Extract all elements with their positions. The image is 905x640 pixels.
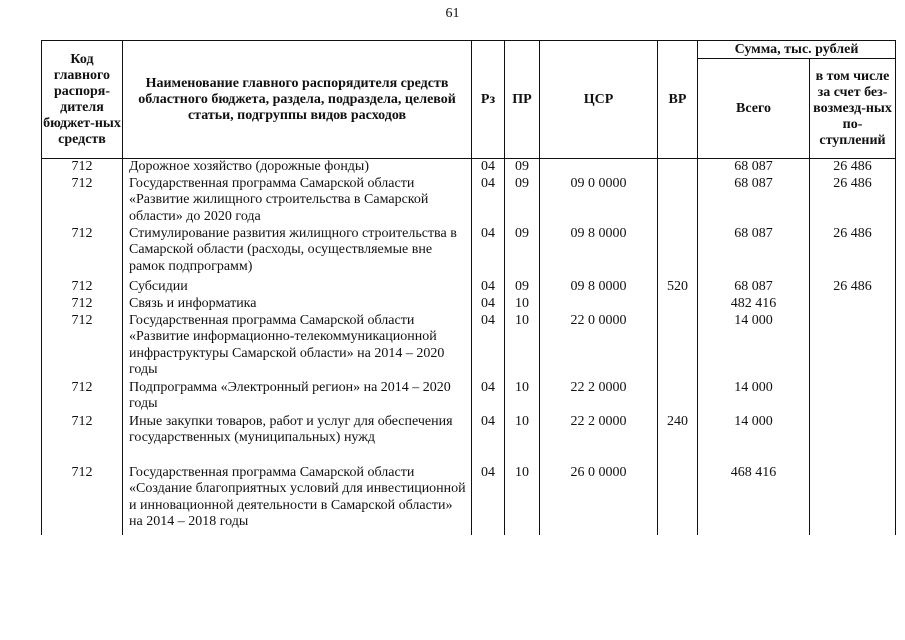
header-name: Наименование главного распорядителя средств областного бюджета, раздела, подраздела, целевой статьи, подгруппы видов расходов (123, 41, 472, 159)
row-code: 712 (42, 414, 123, 465)
row-pr: 10 (505, 414, 540, 465)
row-incl (810, 380, 896, 414)
header-vr: ВР (658, 41, 698, 159)
row-name: Подпрограмма «Электронный регион» на 2014 – 2020 годы (123, 380, 472, 414)
row-pr: 10 (505, 380, 540, 414)
row-pr: 09 (505, 279, 540, 296)
row-vr (658, 226, 698, 279)
header-total: Всего (698, 59, 810, 159)
table-row (42, 176, 896, 226)
row-total: 68 087 (698, 226, 810, 279)
row-incl: 26 486 (810, 226, 896, 279)
row-rz: 04 (472, 279, 505, 296)
row-code: 712 (42, 159, 123, 176)
row-name: Иные закупки товаров, работ и услуг для обеспечения государственных (муниципальных) нужд (123, 414, 472, 465)
row-csr (540, 296, 658, 313)
row-total: 482 416 (698, 296, 810, 313)
table-row (42, 296, 896, 313)
row-name: Государственная программа Самарской области «Развитие информационно-телекоммуникационной инфраструктуры Самарской области» на 2014 – 2020 годы (123, 313, 472, 380)
row-name: Государственная программа Самарской области «Создание благоприятных условий для инвестиционной и инновационной деятельности в Самарской области» на 2014 – 2018 годы (123, 465, 472, 535)
row-rz: 04 (472, 159, 505, 176)
row-csr: 09 8 0000 (540, 226, 658, 279)
table-body (42, 159, 896, 535)
row-code: 712 (42, 313, 123, 380)
row-rz: 04 (472, 313, 505, 380)
row-rz: 04 (472, 226, 505, 279)
row-csr: 09 0 0000 (540, 176, 658, 226)
row-total: 468 416 (698, 465, 810, 535)
row-csr: 22 0 0000 (540, 313, 658, 380)
row-incl: 26 486 (810, 176, 896, 226)
row-incl (810, 313, 896, 380)
row-vr: 240 (658, 414, 698, 465)
header-csr: ЦСР (540, 41, 658, 159)
row-rz: 04 (472, 296, 505, 313)
table-header (42, 41, 896, 159)
row-vr (658, 176, 698, 226)
table-row (42, 465, 896, 535)
header-sum-group: Сумма, тыс. рублей (698, 41, 896, 59)
row-csr: 09 8 0000 (540, 279, 658, 296)
table-row (42, 414, 896, 465)
table-row (42, 226, 896, 279)
row-csr: 22 2 0000 (540, 414, 658, 465)
row-incl (810, 465, 896, 535)
row-incl (810, 414, 896, 465)
row-pr: 09 (505, 226, 540, 279)
row-csr (540, 159, 658, 176)
row-code: 712 (42, 226, 123, 279)
header-rz: Рз (472, 41, 505, 159)
row-code: 712 (42, 176, 123, 226)
table-row (42, 279, 896, 296)
row-incl (810, 296, 896, 313)
row-total: 14 000 (698, 414, 810, 465)
row-pr: 10 (505, 313, 540, 380)
row-csr: 22 2 0000 (540, 380, 658, 414)
row-rz: 04 (472, 465, 505, 535)
row-total: 14 000 (698, 313, 810, 380)
row-name: Субсидии (123, 279, 472, 296)
header-incl: в том числе за счет без-возмезд-ных по-ступлений (810, 59, 896, 159)
table-row (42, 313, 896, 380)
row-csr: 26 0 0000 (540, 465, 658, 535)
row-code: 712 (42, 296, 123, 313)
header-pr: ПР (505, 41, 540, 159)
row-name: Стимулирование развития жилищного строительства в Самарской области (расходы, осуществляемые вне рамок подпрограмм) (123, 226, 472, 279)
row-code: 712 (42, 279, 123, 296)
row-vr: 520 (658, 279, 698, 296)
row-vr (658, 313, 698, 380)
row-pr: 09 (505, 159, 540, 176)
row-vr (658, 380, 698, 414)
row-rz: 04 (472, 414, 505, 465)
row-rz: 04 (472, 176, 505, 226)
row-name: Государственная программа Самарской области «Развитие жилищного строительства в Самарской области» до 2020 года (123, 176, 472, 226)
row-pr: 09 (505, 176, 540, 226)
budget-table (41, 40, 896, 535)
page-number: 61 (445, 6, 460, 21)
row-incl: 26 486 (810, 159, 896, 176)
row-code: 712 (42, 465, 123, 535)
table-row (42, 380, 896, 414)
row-vr (658, 159, 698, 176)
row-name: Дорожное хозяйство (дорожные фонды) (123, 159, 472, 176)
row-rz: 04 (472, 380, 505, 414)
row-vr (658, 296, 698, 313)
row-total: 68 087 (698, 159, 810, 176)
row-name: Связь и информатика (123, 296, 472, 313)
row-vr (658, 465, 698, 535)
row-total: 14 000 (698, 380, 810, 414)
row-pr: 10 (505, 296, 540, 313)
row-total: 68 087 (698, 279, 810, 296)
row-pr: 10 (505, 465, 540, 535)
row-code: 712 (42, 380, 123, 414)
table-row (42, 159, 896, 176)
header-code: Код главного распоря-дителя бюджет-ных средств (42, 41, 123, 159)
row-total: 68 087 (698, 176, 810, 226)
row-incl: 26 486 (810, 279, 896, 296)
